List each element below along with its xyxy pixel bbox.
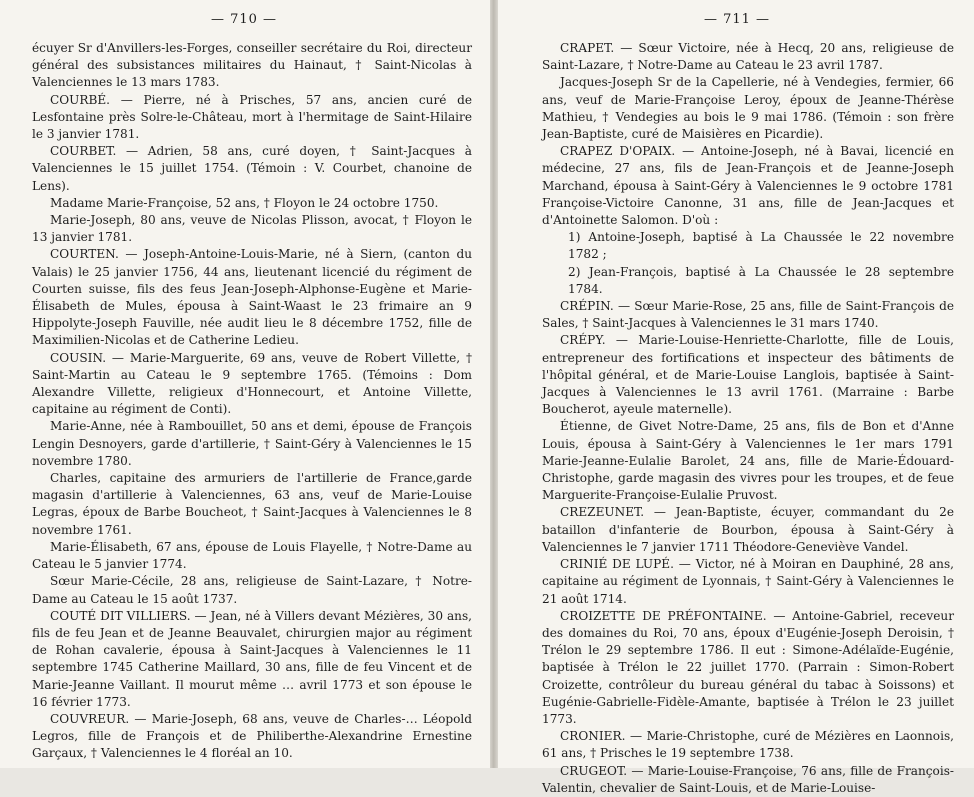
paragraph: Jacques-Joseph Sr de la Capellerie, né à Vendegies, fermier, 66 ans, veuf de Marie-Françoise Leroy, époux de Jeanne-Thérèse Mathieu, † Vendegies au bois le 9 mai 1786. (Témoin : son frère Jean-Baptiste, curé de Maisières en Picardie). [542,75,954,142]
paragraph: écuyer Sr d'Anvillers-les-Forges, conseiller secrétaire du Roi, directeur général des subsistances militaires du Hainaut, † Saint-Nicolas à Valenciennes le 13 mars 1783. [32,41,472,90]
paragraph: COUSIN. — Marie-Marguerite, 69 ans, veuve de Robert Villette, † Saint-Martin au Cateau le 9 septembre 1765. (Témoins : Dom Alexandre Villette, religieux d'Honnecourt, et Antoine Villette, capitaine au régiment de Conti). [32,350,472,417]
page-text [32,40,472,763]
paragraph: Sœur Marie-Cécile, 28 ans, religieuse de Saint-Lazare, † Notre-Dame au Cateau le 15 août 1737. [32,574,472,606]
list-item: 1) Antoine-Joseph, baptisé à La Chaussée le 22 novembre 1782 ; [568,230,954,262]
paragraph: Marie-Anne, née à Rambouillet, 50 ans et demi, épouse de François Lengin Desnoyers, garde d'artillerie, † Saint-Géry à Valenciennes le 15 novembre 1780. [32,419,472,468]
paragraph: Marie-Élisabeth, 67 ans, épouse de Louis Flayelle, † Notre-Dame au Cateau le 5 janvier 1774. [32,539,472,572]
paragraph: COUTÉ DIT VILLIERS. — Jean, né à Villers devant Mézières, 30 ans, fils de feu Jean et de Jeanne Beauvalet, chirurgien major au régiment de Rohan cavalerie, épousa à Saint-Jacques à Valenciennes le 11 septembre 1745 Catherine Maillard, 30 ans, fille de feu Vincent et de Marie-Jeanne Vaillant. Il mourut même … avril 1773 et son épouse le 16 février 1773. [32,608,472,709]
paragraph: CRUGEOT. — Marie-Louise-Françoise, 76 ans, fille de François-Valentin, chevalier de Saint-Louis, et de Marie-Louise- [542,763,954,795]
paragraph: COURTEN. — Joseph-Antoine-Louis-Marie, né à Siern, (canton du Valais) le 25 janvier 1756, 44 ans, lieutenant licencié du régiment de Courten suisse, fils des feus Jean-Joseph-Alphonse-Eugène et Marie-Élisabeth de Mules, épousa à Saint-Waast le 23 frimaire an 9 Hippolyte-Joseph Fauville, née audit lieu le 8 décembre 1752, fille de Maximilien-Nicolas et de Catherine Ledieu. [32,247,472,348]
paragraph: CREZEUNET. — Jean-Baptiste, écuyer, commandant du 2e bataillon d'infanterie de Bourbon, épousa à Saint-Géry à Valenciennes le 7 janvier 1711 Théodore-Geneviève Vandel. [542,505,954,554]
right-page [500,0,974,795]
paragraph: CRÉPIN. — Sœur Marie-Rose, 25 ans, fille de Saint-François de Sales, † Saint-Jacques à Valenciennes le 31 mars 1740. [542,299,954,331]
page-number: — 710 — [210,12,278,27]
paragraph: CRÉPY. — Marie-Louise-Henriette-Charlotte, fille de Louis, entrepreneur des fortifications et inspecteur des bâtiments de l'hôpital général, et de Marie-Louise Langlois, baptisée à Saint-Jacques à Valenciennes le 13 avril 1761. (Marraine : Barbe Boucherot, ayeule maternelle). [542,333,954,417]
paragraph: Madame Marie-Françoise, 52 ans, † Floyon le 24 octobre 1750. [50,195,439,210]
paragraph: CROIZETTE DE PRÉFONTAINE. — Antoine-Gabriel, receveur des domaines du Roi, 70 ans, époux d'Eugénie-Joseph Deroisin, † Trélon le 29 septembre 1786. Il eut : Simone-Adélaïde-Eugénie, baptisée à Trélon le 22 juillet 1770. (Parrain : Simon-Robert Croizette, contrôleur du bureau général du tabac à Soissons) et Eugénie-Gabrielle-Fidèle-Amante, baptisée à Trélon le 23 juillet 1773. [542,608,954,726]
paragraph: COUVREUR. — Marie-Joseph, 68 ans, veuve de Charles-… Léopold Legros, fille de François et de Philiberthe-Alexandrine Ernestine Garçaux, † Valenciennes le 4 floréal an 10. [32,711,472,761]
left-page [0,0,488,768]
list-item: 2) Jean-François, baptisé à La Chaussée le 28 septembre 1784. [568,264,954,296]
page-text [542,40,954,797]
paragraph: COURBET. — Adrien, 58 ans, curé doyen, † Saint-Jacques à Valenciennes le 15 juillet 1754. (Témoin : V. Courbet, chanoine de Lens). [32,144,472,193]
paragraph: CRINIÉ DE LUPÉ. — Victor, né à Moiran en Dauphiné, 28 ans, capitaine au régiment de Lyonnais, † Saint-Géry à Valenciennes le 21 août 1714. [542,557,954,606]
paragraph: Étienne, de Givet Notre-Dame, 25 ans, fils de Bon et d'Anne Louis, épousa à Saint-Géry à Valenciennes le 1er mars 1791 Marie-Jeanne-Eulalie Barolet, 24 ans, fille de Marie-Édouard-Christophe, garde magasin des vivres pour les troupes, et de feue Marguerite-Françoise-Eulalie Pruvost. [542,419,954,503]
paragraph: CRAPEZ D'OPAIX. — Antoine-Joseph, né à Bavai, licencié en médecine, 27 ans, fils de Jean-François et de Jeanne-Joseph Marchand, épousa à Saint-Géry à Valenciennes le 9 octobre 1781 Françoise-Victoire Canonne, 31 ans, fille de Jean-Jacques et d'Antoinette Salomon. D'où : [542,144,954,228]
paragraph: CRONIER. — Marie-Christophe, curé de Mézières en Laonnois, 61 ans, † Prisches le 19 septembre 1738. [542,729,954,761]
paragraph: CRAPET. — Sœur Victoire, née à Hecq, 20 ans, religieuse de Saint-Lazare, † Notre-Dame au Cateau le 23 avril 1787. [542,41,954,73]
book-gutter [490,0,498,768]
page-number: — 711 — [703,12,771,27]
paragraph: Charles, capitaine des armuriers de l'artillerie de France,garde magasin d'artillerie à Valenciennes, 63 ans, veuf de Marie-Louise Legras, époux de Barbe Boucheot, † Saint-Jacques à Valenciennes le 8 novembre 1761. [32,471,472,537]
paragraph: COURBÉ. — Pierre, né à Prisches, 57 ans, ancien curé de Lesfontaine près Solre-le-Château, mort à l'hermitage de Saint-Hilaire le 3 janvier 1781. [32,92,472,142]
paragraph: Marie-Joseph, 80 ans, veuve de Nicolas Plisson, avocat, † Floyon le 13 janvier 1781. [32,213,472,245]
